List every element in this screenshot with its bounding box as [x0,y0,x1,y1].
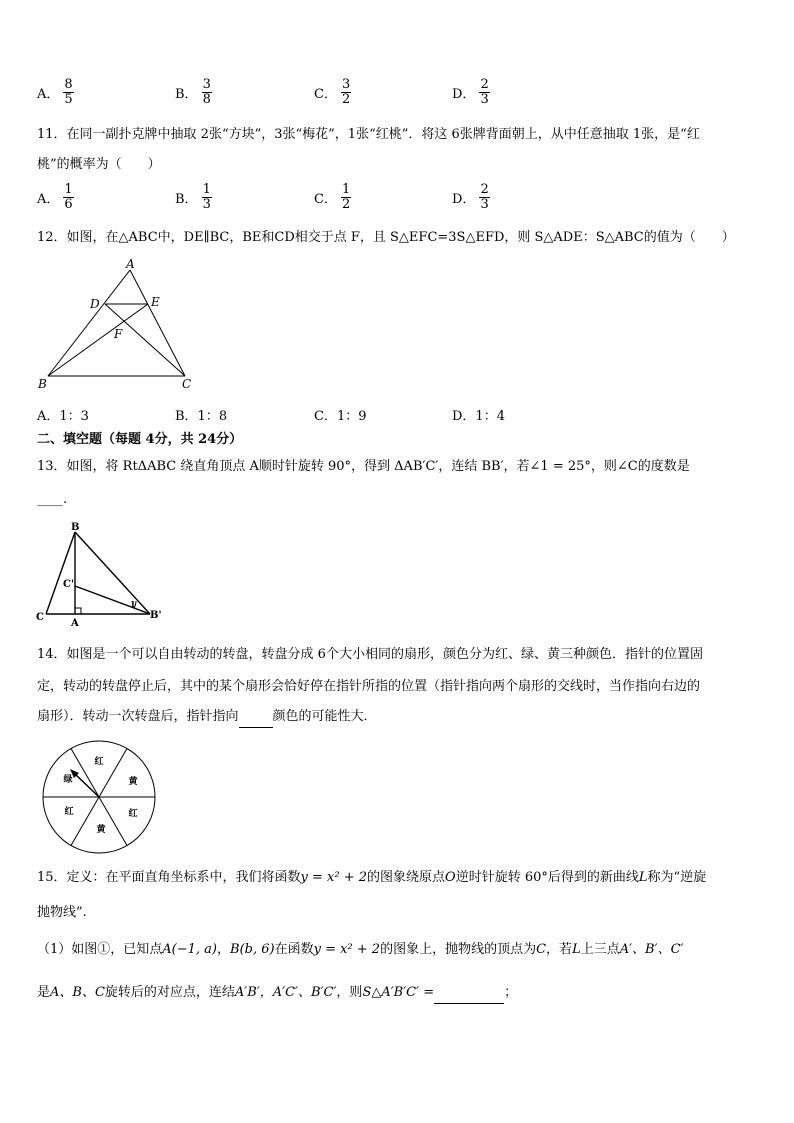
q11-option-c: C． $\frac{1}{2}$ [314,182,351,212]
q12-option-b: B．1：8 [175,409,228,424]
q10-option-d: D． $\frac{2}{3}$ [452,77,489,107]
q13-rotation-figure [30,520,165,630]
answer-blank [434,983,504,1004]
label-d: D [90,297,100,311]
label-e: E [151,295,160,309]
q11-option-d: D． $\frac{2}{3}$ [452,182,489,212]
fraction: $\frac{2}{3}$ [480,182,489,212]
q10-option-c: C． $\frac{3}{2}$ [314,77,351,107]
answer-blank [239,707,273,728]
label-a: A [126,258,135,271]
q10-option-a: A． $\frac{8}{5}$ [37,77,73,107]
label-angle-1: 1 [130,599,136,609]
label-c: C [36,612,44,623]
q14-line-2: 定，转动的转盘停止后，其中的某个扇形会恰好停在指针所指的位置（指针指向两个扇形的交线时，当作指向右边的 [37,679,701,694]
label-b: B [38,377,47,391]
q11-option-b: B． $\frac{1}{3}$ [175,182,211,212]
fraction: $\frac{1}{3}$ [202,182,211,212]
q12-option-a: A．1：3 [37,409,89,424]
label-a: A [71,618,79,629]
segment-c-prime-b-prime [75,586,150,614]
pointer-shaft [74,773,99,797]
q11-option-a: A． $\frac{1}{6}$ [37,182,73,212]
fraction: $\frac{1}{6}$ [64,182,73,212]
q12-option-d: D．1：4 [452,409,505,424]
q12-option-c: C．1：9 [314,409,367,424]
q14-line-3: 扇形）．转动一次转盘后，指针指向 颜色的可能性大． [37,707,377,728]
fraction: $\frac{2}{3}$ [480,77,489,107]
sector-label-lower-right: 红 [128,809,138,819]
segment-bc [46,532,75,614]
q15-line-3: （1）如图①，已知点A(−1, a)，B(b, 6)在函数y = x² + 2的图象上，抛物线的顶点为C，若L上三点A′、B′、C′ [37,942,684,957]
q10-option-b: B． $\frac{3}{8}$ [175,77,211,107]
q13-line-2: ____. [37,492,68,507]
sector-label-upper-right: 黄 [128,777,138,787]
fraction: $\frac{8}{5}$ [64,77,73,107]
fraction: $\frac{3}{8}$ [202,77,211,107]
label-b-prime: B' [150,610,162,621]
fraction: $\frac{1}{2}$ [341,182,351,212]
right-angle-mark [75,608,81,614]
label-c: C [182,377,192,391]
q15-line-4: 是A、B、C旋转后的对应点，连结A′B′，A′C′、B′C′，则S△A′B′C′ = ； [37,983,517,1004]
fraction: $\frac{3}{2}$ [341,77,351,107]
q12-text: 12．如图，在△ABC中，DE∥BC，BE和CD相交于点 F，且 S△EFC=3S△EFD，则 S△ADE：S△ABC的值为（ ） [37,230,735,245]
segment-ac [130,270,185,376]
sector-label-lower-left: 红 [64,807,74,817]
label-c-prime: C' [63,579,75,590]
segment-bb-prime [75,532,150,614]
q13-line-1: 13．如图，将 RtΔABC 绕直角顶点 A顺时针旋转 90°，得到 ΔAB′C′，连结 BB′，若∠1 = 25°，则∠C的度数是 [37,459,690,474]
q12-triangle-figure [30,258,210,394]
segment-ab [48,270,130,376]
sector-label-upper-left: 绿 [63,775,73,785]
q11-line-2: 桃”的概率为（ ） [37,157,161,172]
segment-be [48,304,148,376]
label-b: B [71,522,80,533]
label-f: F [114,327,123,341]
q11-line-1: 11．在同一副扑克牌中抽取 2张“方块”，3张“梅花”，1张“红桃”．将这 6张牌背面朝上，从中任意抽取 1张，是“红 [37,127,700,142]
q15-line-1: 15．定义：在平面直角坐标系中，我们将函数y = x² + 2的图象绕原点O逆时针旋转 60°后得到的新曲线L称为“逆旋 [37,870,707,885]
sector-label-bottom: 黄 [96,825,106,835]
section-heading: 二、填空题（每题 4分，共 24分） [37,432,243,447]
sector-label-top: 红 [94,757,104,767]
q14-spinner-figure [38,740,160,854]
q15-line-2: 抛物线”. [37,905,87,920]
q14-line-1: 14．如图是一个可以自由转动的转盘，转盘分成 6个大小相同的扇形，颜色分为红、绿、黄三种颜色．指针的位置固 [37,647,703,662]
